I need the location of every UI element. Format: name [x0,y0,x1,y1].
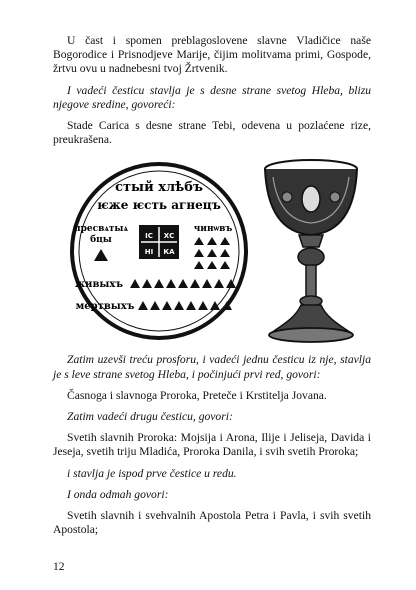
particles-living [130,279,236,288]
prosphora-line-3: пресвѧтыѧ [74,224,128,235]
prosphora-line-7: мертвыхъ [75,301,135,313]
prosphora-line-1: стый хлѣбъ [115,180,203,196]
paragraph-1: U čast i spomen preblagoslovene slavne Vladičice naše Bogorodice i Prisnodjeve Marije, čijim molitvama primi, Gospode, žrtvu ovu u nadnebesni tvoj Žrtvenik. [53,34,371,76]
seal-letter-3: НІ [144,248,154,257]
seal-letter-4: КА [163,248,175,257]
rubric-3: Zatim vadeći drugu česticu, govori: [67,410,233,424]
prosphora-diagram [63,161,255,341]
particle-theotokos [94,249,108,261]
illustration [53,155,371,347]
rubric-4: i stavlja je ispod prve čestice u redu. [67,466,237,480]
seal-letter-2: ХС [163,232,175,241]
prosphora-line-5: чинѡвъ [193,224,233,235]
page-number: 12 [53,560,65,573]
chalice-icon [259,155,363,345]
paragraph-3: Časnoga i slavnoga Proroka, Preteče i Krstitelja Jovana. [67,388,327,402]
particles-nine-orders [194,237,230,269]
prosphora-line-4: бцы [90,235,112,246]
rubric-1: I vadeći česticu stavlja je s desne strane svetog Hleba, blizu njegove sredine, govoreći: [53,83,371,111]
rubric-5: I onda odmah govori: [67,487,169,501]
prosphora-line-6: живыхъ [74,279,124,291]
paragraph-4: Svetih slavnih Proroka: Mojsija i Arona, Ilije i Jeliseja, Davida i Jeseja, svetih triju Mladića, Proroka Danila, i svih svetih Proroka; [53,431,371,459]
paragraph-2: Stade Carica s desne strane Tebi, odevena u pozlaćene rize, preukrašena. [53,119,371,147]
paragraph-5: Svetih slavnih i svehvalnih Apostola Petra i Pavla, i svih svetih Apostola; [53,509,371,537]
rubric-2: Zatim uzevši treću prosforu, i vadeći jednu česticu iz nje, stavlja je s leve strane svetog Hleba, i počinjući prvi red, govori: [53,353,371,381]
prosphora-line-2: ѥже ѥсть агнецъ [97,198,221,213]
seal-letter-1: ІС [145,232,153,241]
page-body [53,34,371,537]
